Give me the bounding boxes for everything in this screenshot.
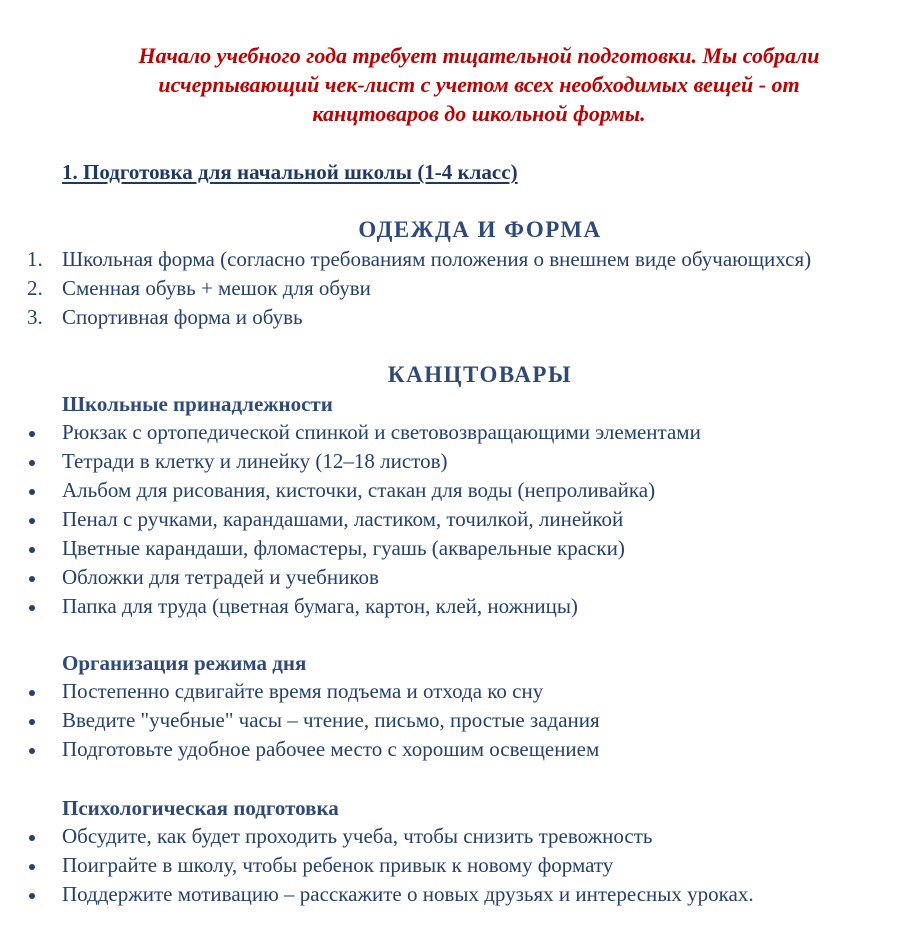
item-text: Спортивная форма и обувь — [62, 305, 303, 329]
item-text: Пенал с ручками, карандашами, ластиком, точилкой, линейкой — [62, 507, 624, 531]
bullet-icon — [29, 719, 35, 725]
intro-paragraph — [80, 41, 878, 128]
bullet-icon — [29, 547, 35, 553]
clothing-heading: ОДЕЖДА И ФОРМА — [358, 217, 602, 242]
item-text: Обсудите, как будет проходить учеба, чтобы снизить тревожность — [62, 824, 653, 848]
routine-heading: Организация режима дня — [62, 651, 307, 675]
list-item — [0, 735, 600, 764]
stationery-heading: КАНЦТОВАРЫ — [387, 362, 573, 387]
bullet-icon — [29, 690, 35, 696]
bullet-icon — [29, 460, 35, 466]
list-item — [0, 476, 701, 505]
list-item — [0, 822, 754, 851]
item-text: Папка для труда (цветная бумага, картон, клей, ножницы) — [62, 594, 578, 618]
bullet-icon — [29, 489, 35, 495]
item-text: Введите "учебные" часы – чтение, письмо, простые задания — [62, 708, 600, 732]
list-item — [0, 245, 822, 274]
item-number: 3. — [27, 305, 43, 329]
item-number: 1. — [27, 247, 43, 271]
bullet-icon — [29, 576, 35, 582]
bullet-icon — [29, 835, 35, 841]
item-text: Цветные карандаши, фломастеры, гуашь (акварельные краски) — [62, 536, 625, 560]
item-text: Обложки для тетрадей и учебников — [62, 565, 379, 589]
bullet-icon — [29, 518, 35, 524]
clothing-list — [0, 245, 822, 332]
list-item — [0, 677, 600, 706]
list-item — [0, 505, 701, 534]
item-text: Поддержите мотивацию – расскажите о новых друзьях и интересных уроках. — [62, 882, 754, 906]
bullet-icon — [29, 748, 35, 754]
list-item — [0, 303, 822, 332]
item-text: Подготовьте удобное рабочее место с хорошим освещением — [62, 737, 600, 761]
item-text: Альбом для рисования, кисточки, стакан для воды (непроливайка) — [62, 478, 656, 502]
list-item — [0, 418, 701, 447]
list-item — [0, 447, 701, 476]
routine-list — [0, 677, 600, 764]
intro-line: исчерпывающий чек-лист с учетом всех необходимых вещей - от — [158, 72, 800, 97]
supplies-subheading: Школьные принадлежности — [62, 392, 333, 416]
item-text: Постепенно сдвигайте время подъема и отхода ко сну — [62, 679, 544, 703]
item-text: Сменная обувь + мешок для обуви — [62, 276, 371, 300]
item-number: 2. — [27, 276, 43, 300]
supplies-list — [0, 418, 701, 621]
list-item — [0, 274, 822, 303]
list-item — [0, 880, 754, 909]
bullet-icon — [29, 431, 35, 437]
section-title: 1. Подготовка для начальной школы (1-4 класс) — [62, 160, 518, 184]
bullet-icon — [29, 605, 35, 611]
list-item — [0, 706, 600, 735]
psychology-heading: Психологическая подготовка — [62, 796, 339, 820]
list-item — [0, 851, 754, 880]
psychology-list — [0, 822, 754, 909]
item-text: Тетради в клетку и линейку (12–18 листов) — [62, 449, 448, 473]
bullet-icon — [29, 893, 35, 899]
bullet-icon — [29, 864, 35, 870]
item-text: Поиграйте в школу, чтобы ребенок привык к новому формату — [62, 853, 614, 877]
item-text: Школьная форма (согласно требованиям положения о внешнем виде обучающихся) — [62, 247, 812, 271]
list-item — [0, 592, 701, 621]
list-item — [0, 534, 701, 563]
intro-line: Начало учебного года требует тщательной подготовки. Мы собрали — [138, 43, 820, 68]
list-item — [0, 563, 701, 592]
item-text: Рюкзак с ортопедической спинкой и световозвращающими элементами — [62, 420, 701, 444]
intro-line: канцтоваров до школьной формы. — [312, 101, 646, 126]
